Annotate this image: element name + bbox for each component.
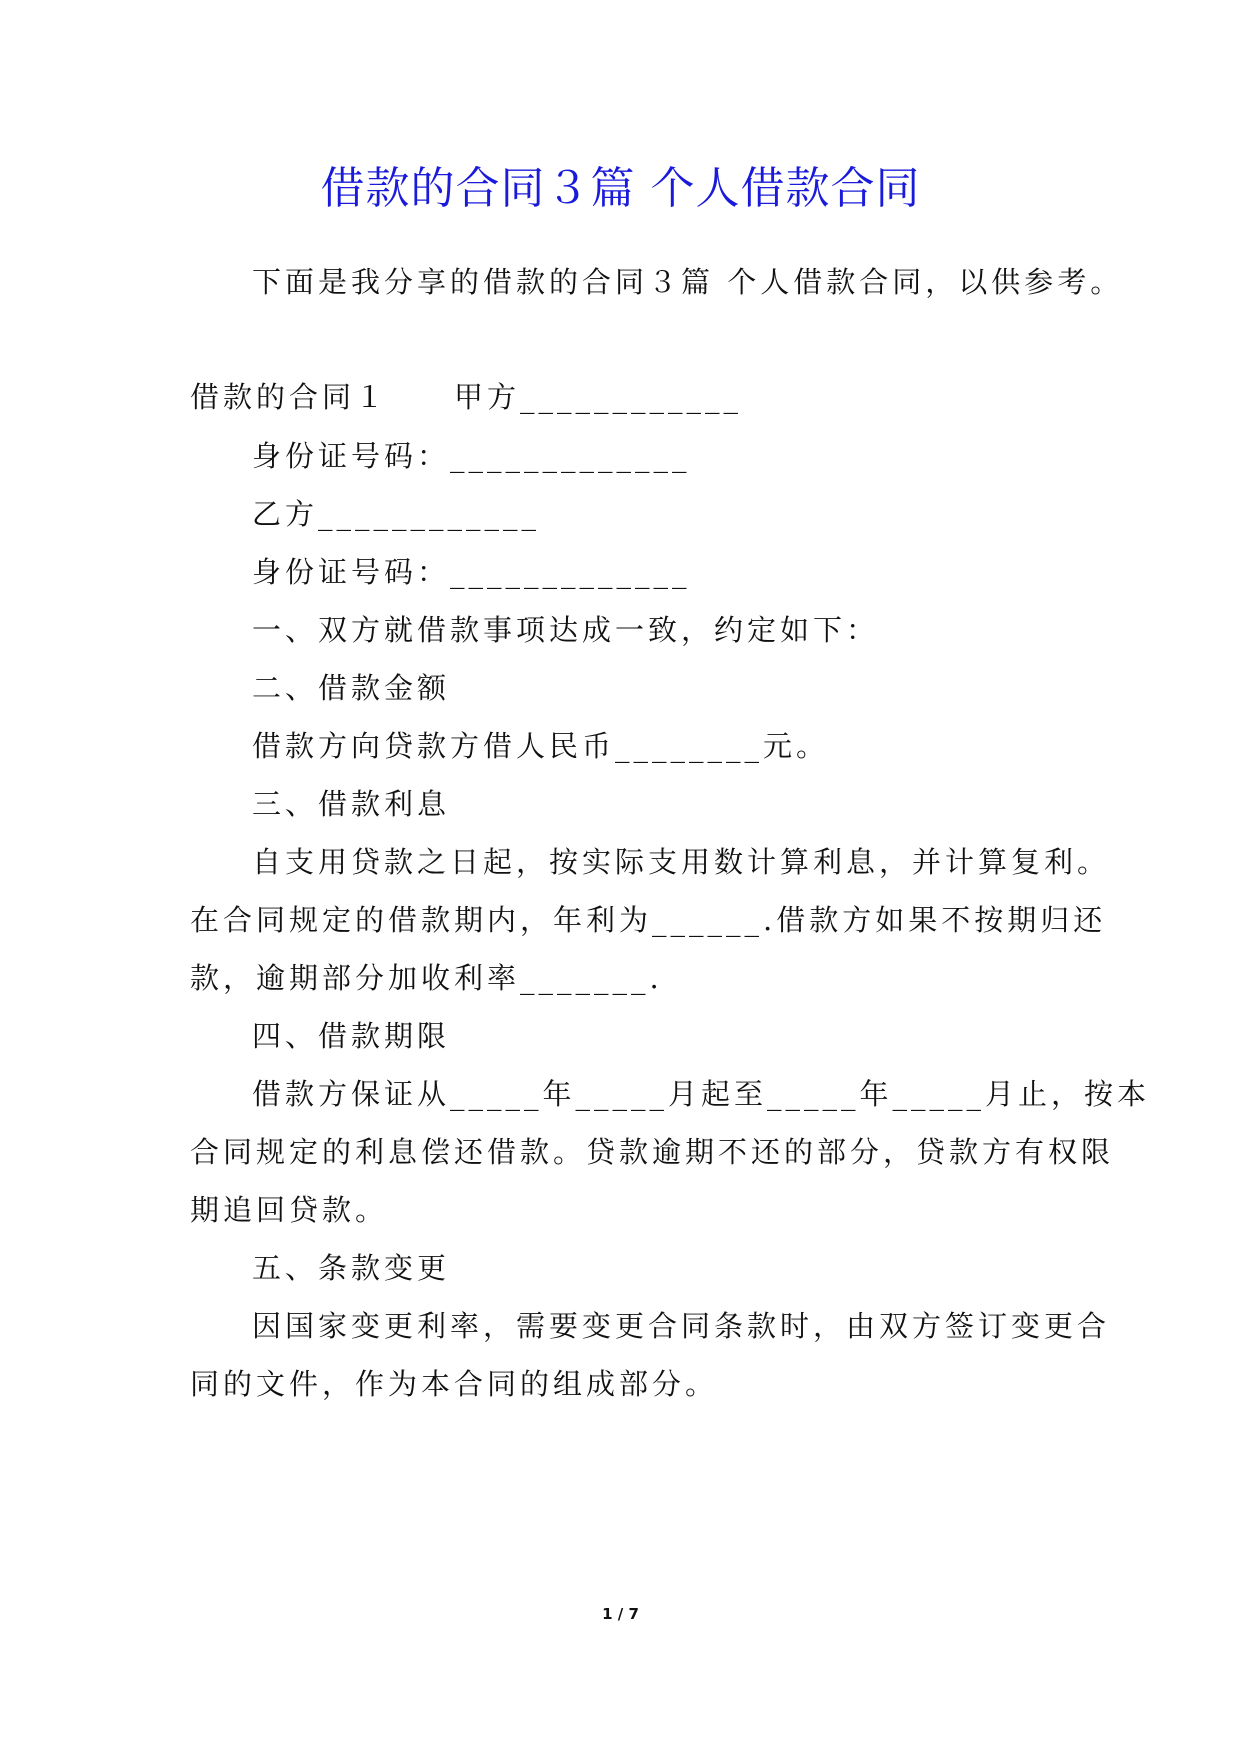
section-3-heading: 三、借款利息 [252, 787, 451, 821]
interest-paragraph-line-1: 自支用贷款之日起，按实际支用数计算利息，并计算复利。 [252, 845, 1111, 879]
intro-paragraph: 下面是我分享的借款的合同３篇 个人借款合同，以供参考。 [252, 265, 1124, 299]
document-title: 借款的合同３篇 个人借款合同 [320, 163, 921, 214]
section-4-heading: 四、借款期限 [252, 1019, 451, 1053]
loan-amount-line: 借款方向贷款方借人民币________元。 [252, 729, 830, 763]
term-paragraph-line-1: 借款方保证从_____年_____月起至_____年_____月止，按本 [252, 1077, 1151, 1111]
contract-heading-party-a: 借款的合同１ 甲方____________ [190, 380, 743, 414]
section-2-heading: 二、借款金额 [252, 671, 451, 705]
party-a-id-line: 身份证号码：_____________ [252, 439, 691, 473]
amendment-paragraph-line-1: 因国家变更利率，需要变更合同条款时，由双方签订变更合 [252, 1309, 1111, 1343]
term-paragraph-line-2: 合同规定的利息偿还借款。贷款逾期不还的部分，贷款方有权限 [190, 1135, 1115, 1169]
section-5-heading: 五、条款变更 [252, 1251, 451, 1285]
page-number: 1 / 7 [602, 1605, 639, 1623]
interest-paragraph-line-3: 款，逾期部分加收利率_______. [190, 961, 663, 995]
party-b-id-line: 身份证号码：_____________ [252, 555, 691, 589]
party-b-line: 乙方____________ [252, 497, 541, 531]
amendment-paragraph-line-2: 同的文件，作为本合同的组成部分。 [190, 1367, 719, 1401]
term-paragraph-line-3: 期追回贷款。 [190, 1193, 389, 1227]
interest-paragraph-line-2: 在合同规定的借款期内，年利为______.借款方如果不按期归还 [190, 903, 1107, 937]
section-1-heading: 一、双方就借款事项达成一致，约定如下： [252, 613, 880, 647]
